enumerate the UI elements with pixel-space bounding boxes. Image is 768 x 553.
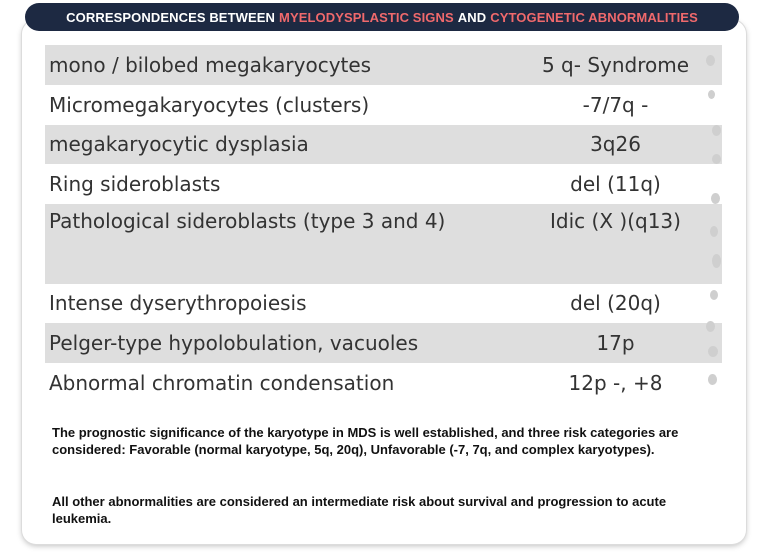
table-row — [45, 323, 722, 363]
sign-cell: Pelger-type hypolobulation, vacuoles — [49, 331, 419, 356]
title-highlight-cytogenetic: CYTOGENETIC ABNORMALITIES — [490, 9, 698, 25]
abnormality-cell: del (20q) — [570, 291, 661, 316]
abnormality-cell: 12p -, +8 — [568, 370, 663, 395]
table-row — [45, 204, 722, 284]
sign-cell: Abnormal chromatin condensation — [49, 370, 395, 395]
dot-mark — [708, 90, 715, 99]
table-row — [45, 164, 722, 204]
abnormality-cell: 17p — [596, 331, 635, 356]
abnormality-cell: 3q26 — [590, 132, 641, 157]
dot-mark — [706, 321, 715, 332]
dot-mark — [712, 154, 721, 164]
table-row — [45, 284, 722, 324]
correspondence-table — [45, 45, 722, 403]
sign-cell: Intense dyserythropoiesis — [49, 291, 307, 316]
dot-mark — [710, 226, 718, 237]
abnormality-cell: -7/7q - — [582, 92, 649, 117]
dot-mark — [711, 193, 720, 204]
dot-mark — [712, 254, 721, 268]
table-row — [45, 45, 722, 85]
dot-mark — [708, 346, 718, 357]
prognosis-paragraph: The prognostic significance of the karyotype in MDS is well established, and three risk categories are considered: Favorable (normal karyotype, 5q, 20q), Unfavorable (-7, 7q, and complex karyotypes). — [52, 425, 679, 457]
table-row — [45, 125, 722, 165]
intermediate-risk-paragraph: All other abnormalities are considered an intermediate risk about survival and progression to acute leukemia. — [52, 494, 667, 526]
sign-cell: mono / bilobed megakaryocytes — [49, 52, 372, 77]
abnormality-cell: 5 q- Syndrome — [541, 52, 690, 77]
sign-cell: Pathological sideroblasts (type 3 and 4) — [49, 209, 446, 233]
dot-mark — [708, 374, 717, 385]
title-part-1: CORRESPONDENCES BETWEEN — [66, 9, 276, 25]
abnormality-cell: Idic (X )(q13) — [550, 209, 681, 233]
sign-cell: Micromegakaryocytes (clusters) — [49, 92, 370, 117]
title-highlight-myelodysplastic: MYELODYSPLASTIC SIGNS — [279, 9, 454, 25]
title-banner — [25, 3, 739, 31]
dot-mark — [712, 125, 721, 136]
sign-cell: Ring sideroblasts — [49, 172, 221, 197]
table-row — [45, 363, 722, 403]
sign-cell: megakaryocytic dysplasia — [49, 132, 309, 157]
dot-mark — [710, 290, 718, 300]
table-row — [45, 85, 722, 125]
title-part-and: AND — [457, 9, 487, 25]
dot-mark — [706, 55, 715, 66]
abnormality-cell: del (11q) — [570, 172, 661, 197]
